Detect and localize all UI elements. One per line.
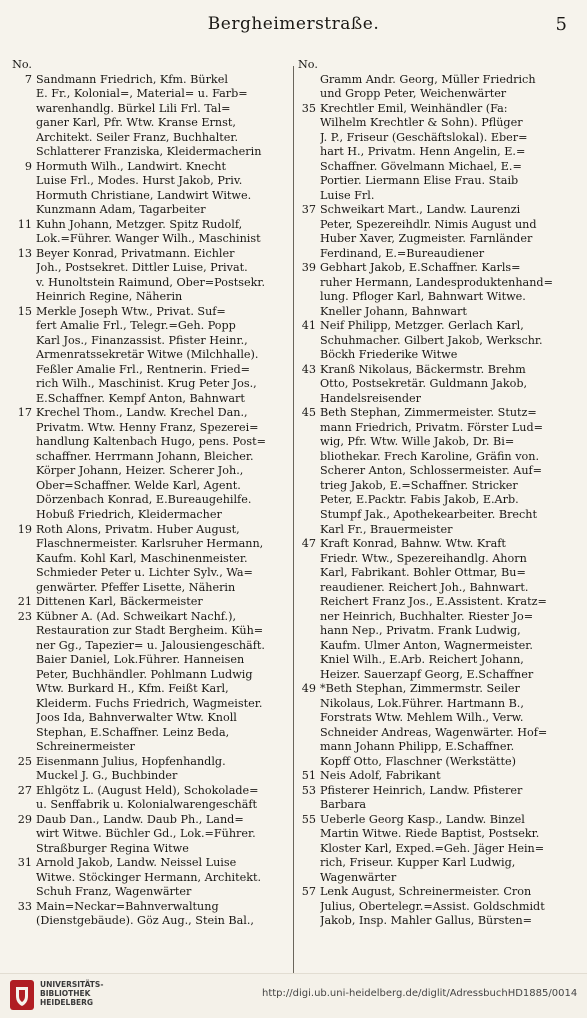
entry-text: Baier Daniel, Lok.Führer. Hanneisen (36, 653, 245, 667)
page-title: Bergheimerstraße. (207, 14, 380, 34)
entry-text: Barbara (320, 798, 367, 812)
house-number: 13 (17, 246, 32, 260)
directory-line (12, 218, 288, 233)
entry-text: Heizer. Sauerzapf Georg, E.Schaffner (320, 667, 534, 681)
entry-text: Kloster Karl, Exped.=Geh. Jäger Hein= (320, 841, 545, 855)
entry-text: Dörzenbach Konrad, E.Bureaugehilfe. (36, 493, 252, 507)
directory-line (298, 464, 580, 479)
directory-line (12, 668, 288, 683)
entry-text: *Beth Stephan, Zimmermstr. Seiler (320, 682, 520, 696)
directory-line (298, 827, 580, 842)
entry-text: Roth Alons, Privatm. Huber August, (36, 522, 240, 536)
directory-line (12, 624, 288, 639)
directory-line (298, 856, 580, 871)
house-number: 37 (301, 203, 316, 217)
entry-text: mann Johann Philipp, E.Schaffner. (320, 740, 515, 754)
house-number: 57 (301, 885, 316, 899)
entry-text: Schweikart Mart., Landw. Laurenzi (320, 203, 521, 217)
house-number: 55 (301, 812, 316, 826)
directory-line (12, 174, 288, 189)
entry-text: Kaufm. Kohl Karl, Maschinenmeister. (36, 551, 248, 565)
entry-text: Peter, E.Packtr. Fabis Jakob, E.Arb. (320, 493, 519, 507)
entry-text: Martin Witwe. Riede Baptist, Postsekr. (320, 827, 540, 841)
entry-text: handlung Kaltenbach Hugo, pens. Post= (36, 435, 266, 449)
directory-line (298, 900, 580, 915)
entry-text: Schreinermeister (36, 740, 135, 754)
entry-text: Forstrats Wtw. Mehlem Wilh., Verw. (320, 711, 524, 725)
directory-line (12, 261, 288, 276)
directory-line (298, 653, 580, 668)
entry-text: Joh., Postsekret. Dittler Luise, Privat. (36, 261, 248, 275)
entry-text: fert Amalie Frl., Telegr.=Geh. Popp (36, 319, 236, 333)
entry-text: Main=Neckar=Bahnverwaltung (36, 899, 219, 913)
entry-text: ruher Hermann, Landesproduktenhand= (320, 275, 553, 289)
directory-line (12, 871, 288, 886)
logo-line: BIBLIOTHEK (40, 989, 91, 998)
entry-text: hann Nep., Privatm. Frank Ludwig, (320, 624, 521, 638)
directory-line (12, 203, 288, 218)
directory-line (298, 755, 580, 770)
entry-text: Reichert Franz Jos., E.Assistent. Kratz= (320, 595, 547, 609)
entry-text: Hormuth Wilh., Landwirt. Knecht (36, 159, 226, 173)
entry-text: Peter, Spezereihdlr. Nimis August und (320, 217, 537, 231)
entry-text: reaudiener. Reichert Joh., Bahnwart. (320, 580, 529, 594)
entry-text: Schmieder Peter u. Lichter Sylv., Wa= (36, 566, 253, 580)
directory-line (298, 726, 580, 741)
directory-line (298, 406, 580, 421)
directory-line (298, 334, 580, 349)
entry-text: Ober=Schaffner. Welde Karl, Agent. (36, 478, 241, 492)
house-number: 9 (24, 159, 32, 173)
directory-line (298, 871, 580, 886)
house-number: 41 (301, 319, 316, 333)
entry-text: Friedr. Wtw., Spezereihandlg. Ahorn (320, 551, 527, 565)
house-number: 21 (17, 595, 32, 609)
directory-line (298, 261, 580, 276)
entry-text: Schlatterer Franziska, Kleidermacherin (36, 145, 262, 159)
column-header (298, 58, 580, 73)
directory-line (12, 740, 288, 755)
directory-line (12, 769, 288, 784)
entry-text: Ferdinand, E.=Bureaudiener (320, 246, 485, 260)
directory-line (298, 116, 580, 131)
entry-text: Beyer Konrad, Privatmann. Eichler (36, 246, 235, 260)
entry-text: rich Wilh., Maschinist. Krug Peter Jos., (36, 377, 257, 391)
directory-line (298, 639, 580, 654)
directory-line (298, 813, 580, 828)
directory-line (12, 610, 288, 625)
directory-line (12, 711, 288, 726)
directory-line (298, 711, 580, 726)
directory-line (298, 102, 580, 117)
entry-text: Kniel Wilh., E.Arb. Reichert Johann, (320, 653, 524, 667)
entry-text: Krechel Thom., Landw. Krechel Dan., (36, 406, 248, 420)
directory-line (298, 305, 580, 320)
entry-text: Ehlgötz L. (August Held), Schokolade= (36, 783, 259, 797)
entry-text: E. Fr., Kolonial=, Material= u. Farb= (36, 87, 248, 101)
directory-line (12, 581, 288, 596)
entry-text: Kunzmann Adam, Tagarbeiter (36, 203, 206, 217)
directory-line (12, 697, 288, 712)
entry-text: Flaschnermeister. Karlsruher Hermann, (36, 537, 264, 551)
directory-line (298, 232, 580, 247)
directory-line (12, 392, 288, 407)
directory-line (12, 813, 288, 828)
directory-line (298, 668, 580, 683)
library-logo-text (40, 980, 103, 1007)
right-column (298, 58, 580, 929)
directory-line (298, 435, 580, 450)
entry-text: Karl Fr., Brauermeister (320, 522, 453, 536)
entry-text: u. Senffabrik u. Kolonialwarengeschäft (36, 798, 258, 812)
directory-line (298, 508, 580, 523)
directory-line (12, 726, 288, 741)
entry-text: Huber Xaver, Zugmeister. Farnländer (320, 232, 533, 246)
entry-text: J. P., Friseur (Geschäftslokal). Eber= (320, 130, 528, 144)
directory-line (12, 885, 288, 900)
directory-line (298, 914, 580, 929)
entry-text: Julius, Obertelegr.=Assist. Goldschmidt (320, 899, 545, 913)
directory-line (12, 552, 288, 567)
entry-text: Schneider Andreas, Wagenwärter. Hof= (320, 725, 548, 739)
directory-line (12, 160, 288, 175)
entry-text: Joos Ida, Bahnverwalter Wtw. Knoll (36, 711, 237, 725)
house-number: 27 (17, 783, 32, 797)
house-number: 15 (17, 304, 32, 318)
house-number: 49 (301, 682, 316, 696)
directory-line (12, 189, 288, 204)
directory-line (298, 247, 580, 262)
directory-line (12, 827, 288, 842)
house-number: 43 (301, 362, 316, 376)
directory-line (12, 639, 288, 654)
directory-line (12, 276, 288, 291)
page-number: 5 (555, 14, 567, 35)
entry-text: warenhandlg. Bürkel Lili Frl. Tal= (36, 101, 231, 115)
directory-line (298, 885, 580, 900)
entry-text: wig, Pfr. Wtw. Wille Jakob, Dr. Bi= (320, 435, 515, 449)
entry-text: bliothekar. Frech Karoline, Gräfin von. (320, 449, 540, 463)
directory-line (12, 523, 288, 538)
directory-line (12, 900, 288, 915)
entry-text: Wilhelm Krechtler & Sohn). Pflüger (320, 116, 523, 130)
directory-line (12, 914, 288, 929)
entry-text: Stephan, E.Schaffner. Leinz Beda, (36, 725, 230, 739)
directory-line (298, 189, 580, 204)
footer-bar (0, 973, 587, 1018)
entry-text: Lenk August, Schreinermeister. Cron (320, 885, 532, 899)
entry-text: lung. Pfloger Karl, Bahnwart Witwe. (320, 290, 526, 304)
house-number: 35 (301, 101, 316, 115)
directory-line (12, 131, 288, 146)
directory-line (12, 363, 288, 378)
entry-text: Neis Adolf, Fabrikant (320, 769, 441, 783)
entry-text: Luise Frl., Modes. Hurst Jakob, Priv. (36, 174, 243, 188)
entry-text: Pfisterer Heinrich, Landw. Pfisterer (320, 783, 523, 797)
directory-line (12, 464, 288, 479)
directory-line (298, 682, 580, 697)
entry-text: Portier. Liermann Elise Frau. Staib (320, 174, 519, 188)
house-number: 33 (17, 899, 32, 913)
directory-line (298, 493, 580, 508)
directory-line (12, 319, 288, 334)
directory-line (12, 116, 288, 131)
directory-line (12, 290, 288, 305)
directory-line (298, 348, 580, 363)
number-header: No. (12, 58, 32, 71)
entry-text: Schuh Franz, Wagenwärter (36, 885, 192, 899)
directory-line (12, 508, 288, 523)
column-divider (293, 66, 294, 990)
source-url-link[interactable]: http://digi.ub.uni-heidelberg.de/diglit/AdressbuchHD1885/0014 (262, 988, 578, 999)
directory-line (298, 523, 580, 538)
house-number: 17 (17, 406, 32, 420)
entry-text: Beth Stephan, Zimmermeister. Stutz= (320, 406, 537, 420)
entry-text: ner Gg., Tapezier= u. Jalousiengeschäft. (36, 638, 265, 652)
directory-line (298, 174, 580, 189)
entry-text: Lok.=Führer. Wanger Wilh., Maschinist (36, 232, 261, 246)
directory-line (298, 319, 580, 334)
entry-text: Krechtler Emil, Weinhändler (Fa: (320, 101, 508, 115)
directory-line (298, 421, 580, 436)
entry-text: Armenratssekretär Witwe (Milchhalle). (36, 348, 259, 362)
entry-text: trieg Jakob, E.=Schaffner. Stricker (320, 478, 518, 492)
directory-line (298, 784, 580, 799)
entry-text: Muckel J. G., Buchbinder (36, 769, 178, 783)
house-number: 23 (17, 609, 32, 623)
directory-line (12, 377, 288, 392)
entry-text: Architekt. Seiler Franz, Buchhalter. (36, 130, 239, 144)
directory-line (298, 392, 580, 407)
directory-line (12, 73, 288, 88)
directory-line (12, 798, 288, 813)
column-header (12, 58, 288, 73)
directory-line (12, 334, 288, 349)
entry-text: hart H., Privatm. Henn Angelin, E.= (320, 145, 526, 159)
entry-text: Handelsreisender (320, 391, 421, 405)
directory-line (298, 218, 580, 233)
entry-text: Kranß Nikolaus, Bäckermstr. Brehm (320, 362, 526, 376)
directory-line (12, 435, 288, 450)
directory-line (298, 740, 580, 755)
entry-text: Scherer Anton, Schlossermeister. Auf= (320, 464, 543, 478)
directory-line (12, 421, 288, 436)
entry-text: Dittenen Karl, Bäckermeister (36, 595, 203, 609)
entry-text: Peter, Buchhändler. Pohlmann Ludwig (36, 667, 253, 681)
entry-text: Kleiderm. Fuchs Friedrich, Wagmeister. (36, 696, 263, 710)
entry-text: Kraft Konrad, Bahnw. Wtw. Kraft (320, 537, 506, 551)
directory-line (12, 755, 288, 770)
entry-text: Gebhart Jakob, E.Schaffner. Karls= (320, 261, 521, 275)
entry-text: Luise Frl. (320, 188, 375, 202)
directory-line (298, 363, 580, 378)
directory-line (12, 493, 288, 508)
house-number: 7 (24, 72, 32, 86)
house-number: 25 (17, 754, 32, 768)
entry-text: ner Heinrich, Buchhalter. Riester Jo= (320, 609, 534, 623)
entry-text: Schuhmacher. Gilbert Jakob, Werkschr. (320, 333, 543, 347)
entry-text: Ueberle Georg Kasp., Landw. Binzel (320, 812, 525, 826)
entry-text: Karl Jos., Finanzassist. Pfister Heinr., (36, 333, 248, 347)
directory-line (12, 682, 288, 697)
directory-line (298, 769, 580, 784)
directory-line (298, 697, 580, 712)
entry-text: Straßburger Regina Witwe (36, 841, 189, 855)
directory-line (12, 653, 288, 668)
directory-line (298, 479, 580, 494)
directory-line (298, 145, 580, 160)
entry-text: Jakob, Insp. Mahler Gallus, Bürsten= (320, 914, 533, 928)
directory-line (12, 406, 288, 421)
entry-text: und Gropp Peter, Weichenwärter (320, 87, 507, 101)
directory-line (298, 377, 580, 392)
directory-line (298, 537, 580, 552)
directory-line (12, 856, 288, 871)
directory-line (12, 305, 288, 320)
entry-text: Kopff Otto, Flaschner (Werkstätte) (320, 754, 517, 768)
entry-text: Restauration zur Stadt Bergheim. Küh= (36, 624, 264, 638)
house-number: 29 (17, 812, 32, 826)
directory-line (298, 566, 580, 581)
left-column (12, 58, 288, 929)
directory-line (298, 290, 580, 305)
entry-text: Neif Philipp, Metzger. Gerlach Karl, (320, 319, 524, 333)
house-number: 39 (301, 261, 316, 275)
entry-text: Daub Dan., Landw. Daub Ph., Land= (36, 812, 244, 826)
directory-line (298, 131, 580, 146)
entry-text: Hobuß Friedrich, Kleidermacher (36, 507, 222, 521)
directory-line (12, 450, 288, 465)
directory-line (298, 450, 580, 465)
directory-line (298, 581, 580, 596)
logo-line: UNIVERSITÄTS- (40, 980, 104, 989)
directory-line (298, 276, 580, 291)
entry-text: Kuhn Johann, Metzger. Spitz Rudolf, (36, 217, 243, 231)
number-header: No. (298, 58, 318, 71)
entry-text: Gramm Andr. Georg, Müller Friedrich (320, 72, 536, 86)
entry-text: Schaffner. Gövelmann Michael, E.= (320, 159, 522, 173)
entry-text: Wagenwärter (320, 870, 397, 884)
directory-line (298, 842, 580, 857)
house-number: 53 (301, 783, 316, 797)
entry-text: Otto, Postsekretär. Guldmann Jakob, (320, 377, 528, 391)
house-number: 11 (17, 217, 32, 231)
house-number: 31 (17, 856, 32, 870)
entry-text: rich, Friseur. Kupper Karl Ludwig, (320, 856, 516, 870)
entry-text: (Dienstgebäude). Göz Aug., Stein Bal., (36, 914, 254, 928)
directory-line (12, 102, 288, 117)
directory-line (298, 73, 580, 88)
house-number: 45 (301, 406, 316, 420)
entry-text: Eisenmann Julius, Hopfenhandlg. (36, 754, 226, 768)
entry-text: Wtw. Burkard H., Kfm. Feißt Karl, (36, 682, 229, 696)
entry-text: Arnold Jakob, Landw. Neissel Luise (36, 856, 237, 870)
house-number: 51 (301, 769, 316, 783)
entry-text: Sandmann Friedrich, Kfm. Bürkel (36, 72, 228, 86)
entry-text: mann Friedrich, Privatm. Förster Lud= (320, 420, 544, 434)
entry-text: Witwe. Stöckinger Hermann, Architekt. (36, 870, 262, 884)
directory-line (298, 552, 580, 567)
entry-text: Körper Johann, Heizer. Scherer Joh., (36, 464, 244, 478)
entry-text: schaffner. Herrmann Johann, Bleicher. (36, 449, 254, 463)
entry-text: Stumpf Jak., Apothekearbeiter. Brecht (320, 507, 538, 521)
directory-line (298, 624, 580, 639)
directory-line (12, 842, 288, 857)
entry-text: wirt Witwe. Büchler Gd., Lok.=Führer. (36, 827, 256, 841)
university-seal-icon (8, 978, 36, 1012)
directory-line (298, 610, 580, 625)
house-number: 47 (301, 537, 316, 551)
entry-text: Hormuth Christiane, Landwirt Witwe. (36, 188, 252, 202)
entry-text: v. Hunoltstein Raimund, Ober=Postsekr. (36, 275, 266, 289)
directory-line (12, 784, 288, 799)
entry-text: Privatm. Wtw. Henny Franz, Spezerei= (36, 420, 259, 434)
directory-line (298, 203, 580, 218)
directory-line (12, 479, 288, 494)
entry-text: Karl, Fabrikant. Bohler Ottmar, Bu= (320, 566, 526, 580)
entry-text: Merkle Joseph Wtw., Privat. Suf= (36, 304, 226, 318)
entry-text: Kneller Johann, Bahnwart (320, 304, 467, 318)
directory-line (12, 595, 288, 610)
logo-line: HEIDELBERG (40, 998, 94, 1007)
entry-text: Nikolaus, Lok.Führer. Hartmann B., (320, 696, 524, 710)
directory-line (12, 232, 288, 247)
entry-text: Feßler Amalie Frl., Rentnerin. Fried= (36, 362, 251, 376)
entry-text: ganer Karl, Pfr. Wtw. Kranse Ernst, (36, 116, 236, 130)
directory-line (298, 595, 580, 610)
entry-text: E.Schaffner. Kempf Anton, Bahnwart (36, 391, 245, 405)
entry-text: Böckh Friederike Witwe (320, 348, 458, 362)
entry-text: genwärter. Pfeffer Lisette, Näherin (36, 580, 236, 594)
directory-line (298, 87, 580, 102)
directory-line (298, 798, 580, 813)
entry-text: Kaufm. Ulmer Anton, Wagnermeister. (320, 638, 533, 652)
directory-line (12, 145, 288, 160)
directory-line (12, 247, 288, 262)
directory-line (12, 566, 288, 581)
directory-line (12, 348, 288, 363)
house-number: 19 (17, 522, 32, 536)
directory-line (298, 160, 580, 175)
directory-line (12, 87, 288, 102)
directory-line (12, 537, 288, 552)
entry-text: Kübner A. (Ad. Schweikart Nachf.), (36, 609, 237, 623)
entry-text: Heinrich Regine, Näherin (36, 290, 183, 304)
